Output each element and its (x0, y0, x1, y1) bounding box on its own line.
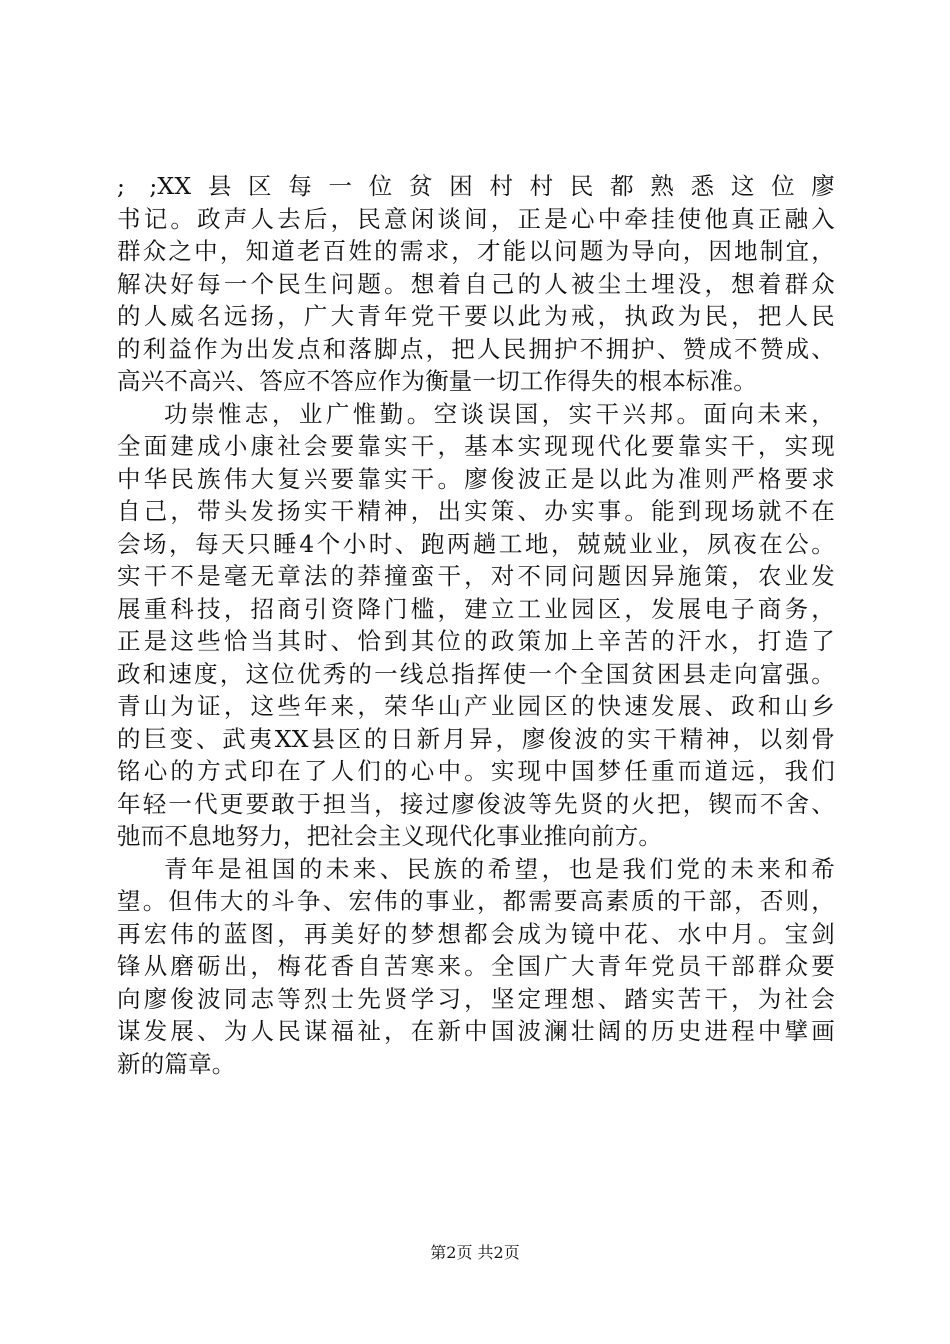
text-line: 会场，每天只睡4个小时、跑两趟工地，兢兢业业，夙夜在公。 (117, 529, 835, 558)
text-line: 高兴不高兴、答应不答应作为衡量一切工作得失的根本标准。 (117, 367, 757, 395)
text-line: 望。但伟大的斗争、宏伟的事业，都需要高素质的干部，否则， (117, 887, 835, 915)
text-line: 的巨变、武夷XX县区的日新月异，廖俊波的实干精神，以刻骨 (117, 724, 835, 753)
paragraph-2 (117, 398, 835, 853)
paragraph-3 (117, 853, 835, 1081)
text-line: 年轻一代更要敢于担当，接过廖俊波等先贤的火把，锲而不舍、 (117, 789, 835, 818)
text-line: 正是这些恰当其时、恰到其位的政策加上辛苦的汗水，打造了 (117, 627, 835, 655)
text-line: 铭心的方式印在了人们的心中。实现中国梦任重而道远，我们 (117, 757, 835, 785)
text-line: 向廖俊波同志等烈士先贤学习，坚定理想、踏实苦干，为社会 (117, 984, 835, 1013)
text-line: 群众之中，知道老百姓的需求，才能以问题为导向，因地制宜， (117, 237, 835, 265)
text-line: 书记。政声人去后，民意闲谈间，正是心中牵挂使他真正融入 (117, 204, 835, 233)
text-line: 的人威名远扬，广大青年党干要以此为戒，执政为民，把人民 (117, 302, 835, 330)
text-line: 锋从磨砺出，梅花香自苦寒来。全国广大青年党员干部群众要 (117, 952, 835, 980)
text-line: 青山为证，这些年来，荣华山产业园区的快速发展、政和山乡 (117, 692, 835, 720)
paragraph-1 (117, 170, 835, 398)
text-line: 中华民族伟大复兴要靠实干。廖俊波正是以此为准则严格要求 (117, 464, 835, 493)
text-line: 的利益作为出发点和落脚点，把人民拥护不拥护、赞成不赞成、 (117, 334, 835, 363)
text-line: 自己，带头发扬实干精神，出实策、办实事。能到现场就不在 (117, 497, 835, 525)
text-line: 青年是祖国的未来、民族的希望，也是我们党的未来和希 (164, 854, 835, 883)
text-line: 政和速度，这位优秀的一线总指挥使一个全国贫困县走向富强。 (117, 659, 835, 688)
text-line: 功崇惟志，业广惟勤。空谈误国，实干兴邦。面向未来， (164, 399, 835, 428)
document-body (117, 170, 835, 1080)
page-number-footer: 第2页 共2页 (430, 1243, 520, 1262)
text-line: ; ;XX县区每一位贫困村村民都熟悉这位廖 (117, 172, 835, 200)
text-line: 实干不是毫无章法的莽撞蛮干，对不同问题因异施策，农业发 (117, 562, 835, 590)
text-line: 新的篇章。 (117, 1049, 236, 1078)
text-line: 谋发展、为人民谋福祉，在新中国波澜壮阔的历史进程中擘画 (117, 1017, 835, 1045)
text-line: 全面建成小康社会要靠实干，基本实现现代化要靠实干，实现 (117, 432, 835, 460)
text-line: 解决好每一个民生问题。想着自己的人被尘土埋没，想着群众 (117, 269, 835, 298)
text-line: 展重科技，招商引资降门槛，建立工业园区，发展电子商务， (117, 594, 835, 623)
text-line: 再宏伟的蓝图，再美好的梦想都会成为镜中花、水中月。宝剑 (117, 919, 835, 948)
text-line: 弛而不息地努力，把社会主义现代化事业推向前方。 (117, 822, 663, 850)
